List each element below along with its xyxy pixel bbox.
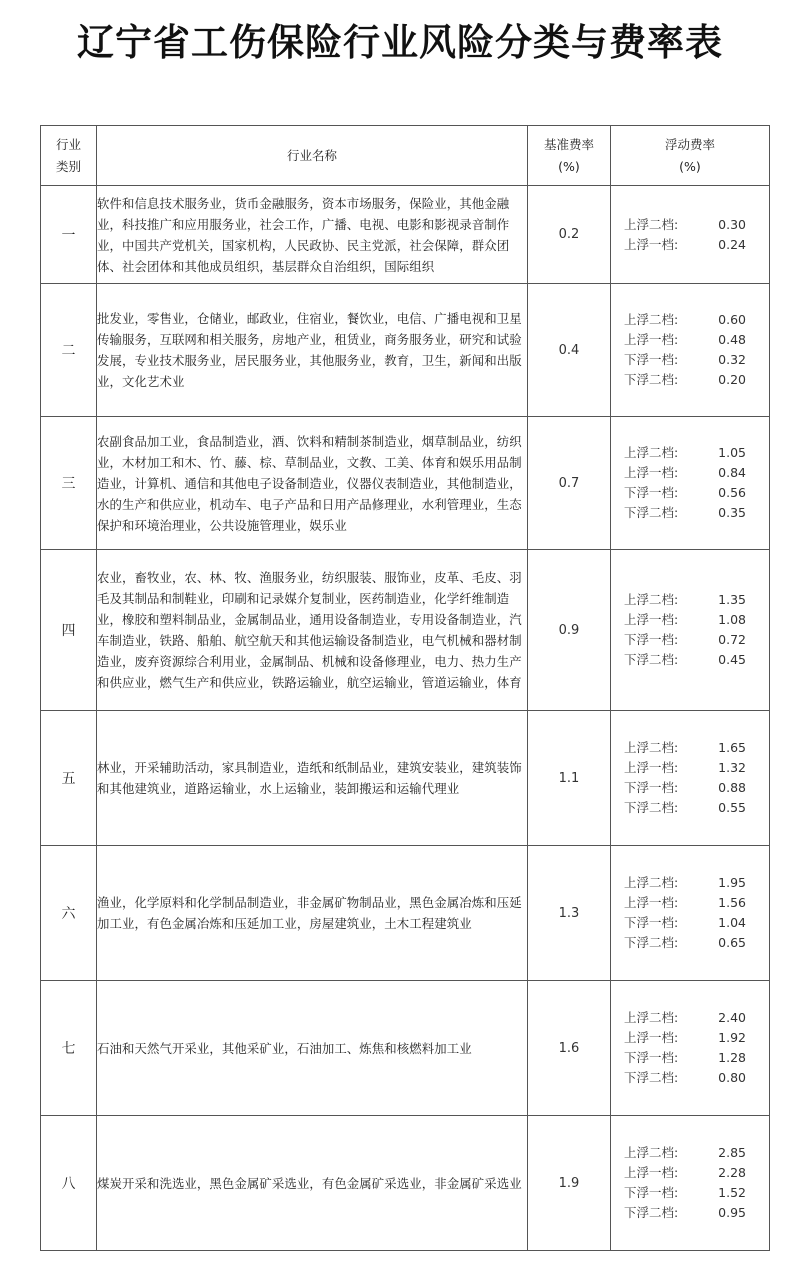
industry-names: 石油和天然气开采业，其他采矿业，石油加工、炼焦和核燃料加工业 <box>97 981 528 1116</box>
industry-category: 五 <box>41 711 97 846</box>
tier-value: 0.48 <box>718 332 746 347</box>
tier-list <box>611 734 769 822</box>
rate-tier <box>611 738 769 758</box>
tier-value: 0.20 <box>718 372 746 387</box>
rate-tier <box>611 235 769 255</box>
tier-list <box>611 439 769 527</box>
tier-label: 下浮二档: <box>624 1205 679 1220</box>
industry-names: 林业，开采辅助活动，家具制造业，造纸和纸制品业，建筑安装业，建筑装饰和其他建筑业，道路运输业，水上运输业，装卸搬运和运输代理业 <box>97 711 528 846</box>
rate-tier <box>611 913 769 933</box>
rate-tier <box>611 483 769 503</box>
tier-list <box>611 1004 769 1092</box>
rate-tier <box>611 330 769 350</box>
rate-tier <box>611 1183 769 1203</box>
tier-value: 1.35 <box>718 592 746 607</box>
rate-tier <box>611 610 769 630</box>
table-row <box>41 186 770 284</box>
base-rate: 1.6 <box>528 981 611 1116</box>
tier-value: 1.92 <box>718 1030 746 1045</box>
tier-label: 上浮一档: <box>624 760 679 775</box>
header-category: 行业 类别 <box>41 126 97 186</box>
tier-value: 1.65 <box>718 740 746 755</box>
rate-tier <box>611 778 769 798</box>
rate-tier <box>611 1048 769 1068</box>
floating-rates <box>611 417 770 550</box>
tier-label: 下浮一档: <box>624 1050 679 1065</box>
rate-tier <box>611 503 769 523</box>
rate-tier <box>611 443 769 463</box>
floating-rates <box>611 1116 770 1251</box>
rate-tier <box>611 1143 769 1163</box>
tier-label: 下浮一档: <box>624 632 679 647</box>
header-base-rate: 基准费率 (%) <box>528 126 611 186</box>
rate-tier <box>611 590 769 610</box>
tier-value: 0.32 <box>718 352 746 367</box>
table-row <box>41 550 770 711</box>
tier-label: 上浮一档: <box>624 1165 679 1180</box>
tier-label: 上浮一档: <box>624 895 679 910</box>
tier-label: 上浮二档: <box>624 216 679 232</box>
tier-value: 1.04 <box>718 915 746 930</box>
header-row <box>41 126 770 186</box>
rate-tier <box>611 650 769 670</box>
industry-names: 煤炭开采和洗选业，黑色金属矿采选业，有色金属矿采选业，非金属矿采选业 <box>97 1116 528 1251</box>
tier-value: 0.84 <box>718 465 746 480</box>
tier-value: 2.40 <box>718 1010 746 1025</box>
floating-rates <box>611 550 770 711</box>
tier-label: 上浮二档: <box>624 1145 679 1160</box>
header-floating-rate: 浮动费率 (%) <box>611 126 770 186</box>
industry-names: 农副食品加工业，食品制造业，酒、饮料和精制茶制造业，烟草制品业，纺织业，木材加工和木、竹、藤、棕、草制品业，文教、工美、体育和娱乐用品制造业，计算机、通信和其他电子设备制造业，仪器仪表制造业，其他制造业，水的生产和供应业，机动车、电子产品和日用产品修理业，水利管理业，生态保护和环境治理业，公共设施管理业，娱乐业 <box>97 417 528 550</box>
header-industry-name: 行业名称 <box>97 126 528 186</box>
table-row <box>41 846 770 981</box>
table-row <box>41 711 770 846</box>
tier-value: 0.65 <box>718 935 746 950</box>
base-rate: 0.2 <box>528 186 611 284</box>
base-rate: 0.7 <box>528 417 611 550</box>
tier-label: 上浮二档: <box>624 445 679 460</box>
tier-label: 上浮二档: <box>624 1010 679 1025</box>
industry-names: 批发业，零售业，仓储业，邮政业，住宿业，餐饮业，电信、广播电视和卫星传输服务，互联网和相关服务，房地产业，租赁业，商务服务业，研究和试验发展，专业技术服务业，居民服务业，其他服务业，教育，卫生，新闻和出版业，文化艺术业 <box>97 284 528 417</box>
tier-label: 下浮一档: <box>624 1185 679 1200</box>
tier-label: 上浮二档: <box>624 312 679 327</box>
floating-rates <box>611 711 770 846</box>
tier-value: 1.32 <box>718 760 746 775</box>
tier-label: 下浮一档: <box>624 485 679 500</box>
tier-value: 0.24 <box>718 236 746 252</box>
tier-value: 0.35 <box>718 505 746 520</box>
tier-list <box>611 306 769 394</box>
rate-tier <box>611 630 769 650</box>
floating-rates <box>611 186 770 284</box>
tier-label: 下浮一档: <box>624 915 679 930</box>
base-rate: 1.1 <box>528 711 611 846</box>
floating-rates <box>611 284 770 417</box>
tier-list <box>611 869 769 957</box>
tier-label: 下浮二档: <box>624 800 679 815</box>
rate-tier <box>611 1203 769 1223</box>
tier-value: 0.45 <box>718 652 746 667</box>
tier-value: 0.88 <box>718 780 746 795</box>
industry-names: 软件和信息技术服务业，货币金融服务，资本市场服务，保险业，其他金融业，科技推广和应用服务业，社会工作，广播、电视、电影和影视录音制作业，中国共产党机关，国家机构，人民政协、民主党派，社会保障，群众团体、社会团体和其他成员组织，基层群众自治组织，国际组织 <box>97 186 528 284</box>
rate-tier <box>611 370 769 390</box>
tier-label: 下浮一档: <box>624 352 679 367</box>
tier-label: 上浮二档: <box>624 740 679 755</box>
rate-table <box>40 125 770 1251</box>
tier-value: 1.52 <box>718 1185 746 1200</box>
tier-label: 下浮二档: <box>624 372 679 387</box>
table-row <box>41 1116 770 1251</box>
tier-value: 2.85 <box>718 1145 746 1160</box>
table-row <box>41 284 770 417</box>
base-rate: 0.9 <box>528 550 611 711</box>
tier-value: 0.30 <box>718 216 746 232</box>
rate-tier <box>611 1028 769 1048</box>
rate-tier <box>611 215 769 235</box>
rate-tier <box>611 310 769 330</box>
tier-value: 0.60 <box>718 312 746 327</box>
industry-category: 一 <box>41 186 97 284</box>
floating-rates <box>611 846 770 981</box>
tier-value: 1.95 <box>718 875 746 890</box>
tier-label: 上浮一档: <box>624 1030 679 1045</box>
tier-value: 0.95 <box>718 1205 746 1220</box>
rate-tier <box>611 893 769 913</box>
tier-label: 下浮一档: <box>624 780 679 795</box>
tier-list <box>611 586 769 674</box>
tier-value: 1.05 <box>718 445 746 460</box>
rate-tier <box>611 1068 769 1088</box>
industry-category: 八 <box>41 1116 97 1251</box>
tier-label: 下浮二档: <box>624 1070 679 1085</box>
rate-tier <box>611 1163 769 1183</box>
tier-list <box>611 1139 769 1227</box>
floating-rates <box>611 981 770 1116</box>
industry-names: 农业，畜牧业，农、林、牧、渔服务业，纺织服装、服饰业，皮革、毛皮、羽毛及其制品和制鞋业，印刷和记录媒介复制业，医药制造业，化学纤维制造业，橡胶和塑料制品业，金属制品业，通用设备制造业，专用设备制造业，汽车制造业，铁路、船舶、航空航天和其他运输设备制造业，电气机械和器材制造业，废弃资源综合利用业，金属制品、机械和设备修理业，电力、热力生产和供应业，燃气生产和供应业，铁路运输业，航空运输业，管道运输业，体育 <box>97 550 528 711</box>
industry-category: 三 <box>41 417 97 550</box>
tier-label: 上浮一档: <box>624 465 679 480</box>
tier-label: 上浮二档: <box>624 592 679 607</box>
rate-tier <box>611 1008 769 1028</box>
rate-tier <box>611 798 769 818</box>
industry-category: 二 <box>41 284 97 417</box>
rate-tier <box>611 758 769 778</box>
rate-tier <box>611 933 769 953</box>
tier-label: 下浮二档: <box>624 652 679 667</box>
tier-label: 下浮二档: <box>624 505 679 520</box>
base-rate: 0.4 <box>528 284 611 417</box>
industry-category: 六 <box>41 846 97 981</box>
tier-value: 0.55 <box>718 800 746 815</box>
tier-value: 1.56 <box>718 895 746 910</box>
rate-tier <box>611 873 769 893</box>
rate-tier <box>611 463 769 483</box>
table-row <box>41 981 770 1116</box>
tier-value: 0.80 <box>718 1070 746 1085</box>
tier-value: 0.56 <box>718 485 746 500</box>
tier-label: 上浮一档: <box>624 332 679 347</box>
tier-value: 0.72 <box>718 632 746 647</box>
table-row <box>41 417 770 550</box>
tier-label: 下浮二档: <box>624 935 679 950</box>
rate-tier <box>611 350 769 370</box>
tier-label: 上浮一档: <box>624 612 679 627</box>
industry-category: 四 <box>41 550 97 711</box>
tier-value: 1.08 <box>718 612 746 627</box>
tier-value: 1.28 <box>718 1050 746 1065</box>
base-rate: 1.3 <box>528 846 611 981</box>
tier-list <box>611 211 769 259</box>
industry-names: 渔业，化学原料和化学制品制造业，非金属矿物制品业，黑色金属冶炼和压延加工业，有色金属冶炼和压延加工业，房屋建筑业，土木工程建筑业 <box>97 846 528 981</box>
tier-label: 上浮一档: <box>624 236 679 252</box>
base-rate: 1.9 <box>528 1116 611 1251</box>
industry-category: 七 <box>41 981 97 1116</box>
tier-label: 上浮二档: <box>624 875 679 890</box>
tier-value: 2.28 <box>718 1165 746 1180</box>
page-title: 辽宁省工伤保险行业风险分类与费率表 <box>77 21 723 64</box>
